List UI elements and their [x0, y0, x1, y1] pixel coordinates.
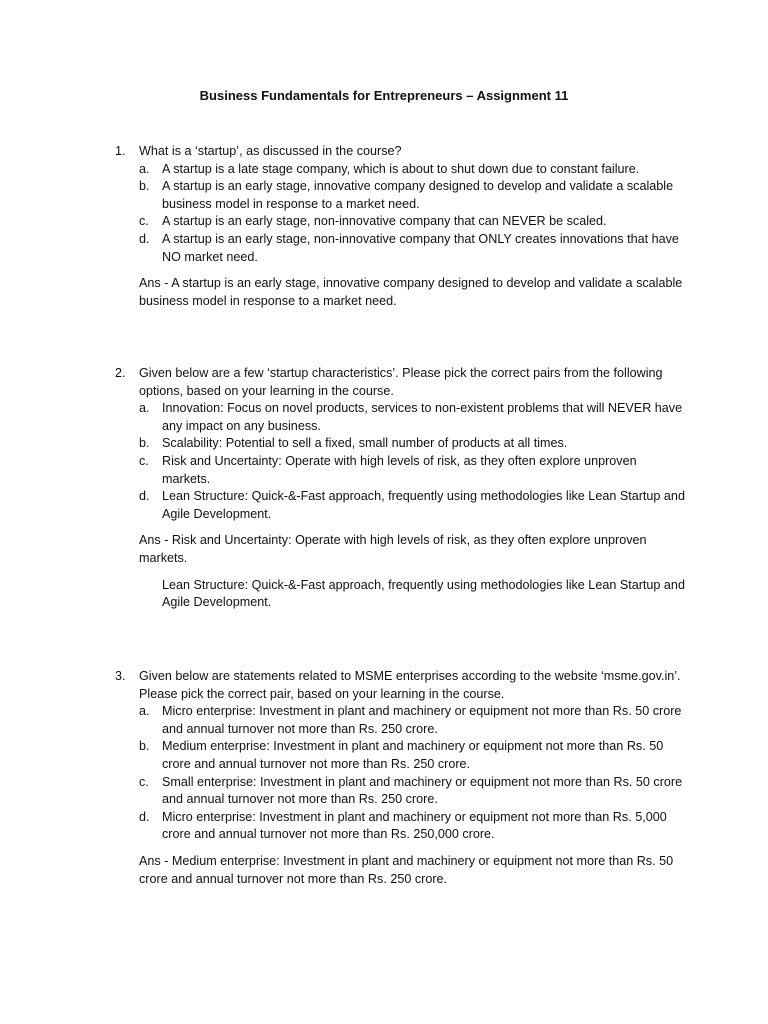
option-letter: a. — [139, 161, 150, 176]
option-letter: a. — [139, 704, 150, 719]
option-b — [139, 435, 685, 453]
question-3 — [115, 668, 685, 888]
question-2 — [115, 365, 685, 612]
option-text: A startup is an early stage, non-innovative company that can NEVER be scaled. — [162, 214, 607, 229]
option-letter: d. — [139, 231, 150, 246]
question-1 — [115, 143, 685, 310]
options-list — [115, 400, 685, 523]
option-letter: a. — [139, 401, 150, 416]
option-d — [139, 488, 685, 523]
option-text: Micro enterprise: Investment in plant and machinery or equipment not more than Rs. 50 crore and annual turnover not more than Rs. 250 crore. — [162, 704, 682, 736]
option-d — [139, 809, 685, 844]
document-title: Business Fundamentals for Entrepreneurs – Assignment 11 — [199, 88, 569, 103]
option-letter: c. — [139, 453, 149, 468]
option-letter: d. — [139, 809, 150, 824]
option-b — [139, 738, 685, 773]
options-list — [115, 703, 685, 844]
option-text: Lean Structure: Quick-&-Fast approach, frequently using methodologies like Lean Startup and Agile Development. — [162, 489, 685, 521]
question-number: 2. — [115, 366, 126, 380]
answer-text: Ans - Medium enterprise: Investment in plant and machinery or equipment not more than Rs. 50 crore and annual turnover not more than Rs. 250 crore. — [139, 853, 674, 886]
option-text: A startup is an early stage, non-innovative company that ONLY creates innovations that have NO market need. — [162, 231, 679, 264]
option-text: Innovation: Focus on novel products, services to non-existent problems that will NEVER have any impact on any business. — [162, 401, 683, 433]
question-text: Given below are statements related to MSME enterprises according to the website ‘msme.gov.in’. Please pick the correct pair, based on your learning in the course. — [139, 669, 681, 701]
option-a — [139, 161, 685, 179]
option-letter: b. — [139, 179, 150, 194]
option-text: Medium enterprise: Investment in plant and machinery or equipment not more than Rs. 50 crore and annual turnover not more than Rs. 250 crore. — [162, 739, 664, 771]
answer-text: Ans - Risk and Uncertainty: Operate with high levels of risk, as they often explore unproven markets. — [139, 533, 647, 565]
question-number: 1. — [115, 144, 126, 158]
option-c — [139, 213, 685, 231]
option-text: Risk and Uncertainty: Operate with high levels of risk, as they often explore unproven markets. — [162, 453, 637, 486]
option-a — [139, 400, 685, 435]
option-b — [139, 178, 685, 213]
option-letter: b. — [139, 436, 150, 451]
option-d — [139, 231, 685, 266]
option-letter: c. — [139, 774, 149, 789]
question-text: Given below are a few ‘startup characteristics’. Please pick the correct pairs from the following options, based on your learning in the course. — [139, 366, 663, 398]
option-text: Micro enterprise: Investment in plant and machinery or equipment not more than Rs. 5,000 crore and annual turnover not more than Rs. 250,000 crore. — [162, 809, 667, 842]
answer-extra-text: Lean Structure: Quick-&-Fast approach, frequently using methodologies like Lean Startup and Agile Development. — [162, 577, 685, 610]
option-a — [139, 703, 685, 738]
option-text: Scalability: Potential to sell a fixed, small number of products at all times. — [162, 436, 568, 451]
question-header — [115, 668, 685, 703]
option-letter: d. — [139, 489, 150, 504]
question-header — [115, 365, 685, 400]
option-letter: c. — [139, 214, 149, 229]
option-text: A startup is a late stage company, which is about to shut down due to constant failure. — [162, 161, 640, 176]
option-c — [139, 453, 685, 488]
option-c — [139, 774, 685, 809]
answer-text: Ans - A startup is an early stage, innovative company designed to develop and validate a scalable business model in response to a market need. — [139, 276, 683, 308]
question-text: What is a ‘startup’, as discussed in the course? — [139, 144, 402, 158]
option-text: Small enterprise: Investment in plant and machinery or equipment not more than Rs. 50 crore and annual turnover not more than Rs. 250 crore. — [162, 774, 683, 807]
question-header — [115, 143, 685, 161]
option-text: A startup is an early stage, innovative company designed to develop and validate a scalable business model in response to a market need. — [162, 179, 674, 211]
question-number: 3. — [115, 669, 126, 683]
options-list — [115, 161, 685, 267]
option-letter: b. — [139, 739, 150, 754]
